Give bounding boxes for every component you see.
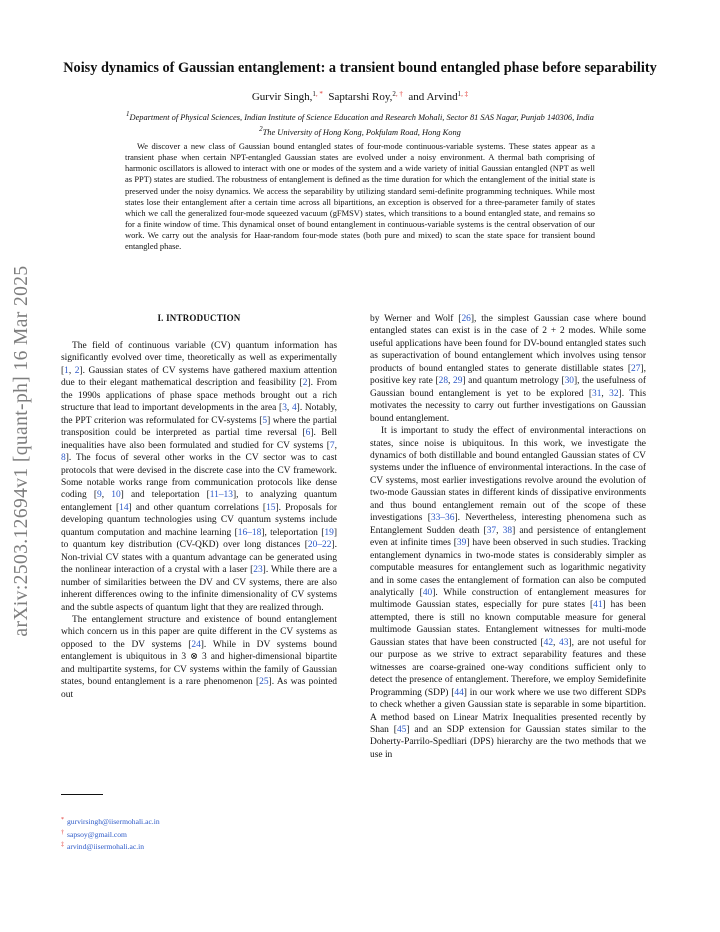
paragraph-text: ], the usefulness of Gaussian bound entanglement is yet to be explored [	[370, 376, 647, 399]
footnote-3-mark: ‡	[61, 842, 64, 849]
paragraph-text: ] and other quantum correlations [	[128, 502, 267, 513]
citation-link[interactable]: 44	[454, 687, 464, 698]
affiliations	[40, 109, 680, 138]
citation-link[interactable]: 14	[119, 502, 129, 513]
citation-link[interactable]: 3	[282, 403, 287, 414]
paragraph-text: ,	[334, 440, 337, 451]
body-paragraph	[61, 340, 337, 614]
body-paragraph	[370, 313, 646, 425]
body-paragraph	[370, 425, 646, 761]
affiliation-1-num: 1	[126, 110, 130, 118]
paragraph-text: ], the simplest Gaussian case where bound entangled states can exist is in the case of 2 + 2 modes. While some useful applications have been found for DV-bound entangled states such as superactivation of bound entanglement which involves using tensor products of bound entangled states to generate distillable states [	[370, 314, 646, 374]
footnote-1	[61, 815, 160, 828]
paragraph-text: ]. Nevertheless, interesting phenomena such as Entanglement Sudden death [	[370, 513, 646, 536]
affiliation-2-num: 2	[259, 124, 263, 133]
left-column	[61, 340, 337, 701]
paragraph-text: ], to analyzing quantum entanglement [	[61, 490, 337, 513]
paragraph-text: ] and an SDP extension for Gaussian states similar to the Doherty-Parrilo-Spedliari (DPS) hierarchy are the two methods that we use in	[370, 724, 646, 760]
affiliation-1-text: Department of Physical Sciences, Indian Institute of Science Education and Research Mohali, Sector 81 SAS Nagar, Punjab 140306, India	[129, 113, 594, 122]
citation-link[interactable]: 15	[266, 502, 276, 513]
paragraph-text: ]. Non-trivial CV states with a quantum advantage can be generated using the nonlinear interaction of a crystal with a laser [	[61, 540, 337, 576]
arxiv-identifier-stamp: arXiv:2503.12694v1 [quant-ph] 16 Mar 2025	[11, 265, 32, 637]
paragraph-text: ] and persistence of entanglement even at infinite times [	[370, 525, 646, 549]
citation-link[interactable]: 28	[438, 376, 449, 387]
citation-link[interactable]: 20–22	[307, 540, 332, 551]
paragraph-text: ]. Gaussian states of CV systems have gathered maxium attention due to their elegant mathematical description and feasibility [	[61, 365, 338, 389]
author-1-footnote-mark[interactable]: , *	[315, 90, 323, 98]
citation-link[interactable]: 1	[64, 365, 69, 376]
paragraph-text: ,	[101, 490, 112, 501]
paragraph-text: by Werner and Wolf [	[370, 314, 462, 324]
author-3-affil-num: 1	[457, 90, 462, 98]
paragraph-text: ,	[496, 525, 503, 536]
author-3-footnote-mark[interactable]: , ‡	[461, 90, 469, 98]
footnote-3-email-link[interactable]: arvind@iisermohali.ac.in	[67, 842, 145, 852]
citation-link[interactable]: 27	[631, 363, 641, 374]
footnote-3	[61, 840, 160, 853]
paragraph-text: ] has been attempted, there is still no known computable measure for general multimode Gaussian states. Entanglement witnesses for multi-mode Gaussian states that have been constructed [	[370, 600, 646, 648]
footnote-2-email-link[interactable]: sapsoy@gmail.com	[67, 829, 127, 839]
paragraph-text: ]. While in DV systems bound entanglement is ubiquitous in 3 ⊗ 3 and higher-dimensional bipartite and multipartite systems, for CV systems within the family of Gaussian states, bound entanglement is a rare phenomenon [	[61, 639, 337, 688]
citation-link[interactable]: 16–18	[237, 527, 262, 538]
footnotes	[61, 815, 160, 853]
citation-link[interactable]: 6	[305, 428, 311, 439]
paragraph-text: ]. As was pointed out	[61, 677, 337, 700]
citation-link[interactable]: 30	[564, 376, 574, 387]
author-2-affil-num: 2	[392, 90, 396, 98]
paragraph-text: ]. Proposals for developing quantum technologies using CV quantum systems include quantum computation and machine learning [	[61, 502, 337, 538]
paragraph-text: ]. Bell inequalities have also been formulated and studied for CV systems [	[61, 428, 337, 451]
abstract: We discover a new class of Gaussian bound entangled states of four-mode continuous-variable systems. These states appear as a transient phase when certain NPT-entangled Gaussian states are evolved under a noisy environment. A thermal bath comprising of harmonic oscillators is allowed to interact with one or modes of the system and a wide variety of initial Gaussian entangled (NPT as well as PPT) states are studied. The robustness of entanglement is defined as the time duration for which the entanglement of the initial state is preserved under the noisy dynamics. We access the separability by utilizing standard semi-definite programming techniques. While most states lose their entanglement after a certain time across all bipartitions, an exception is observed for a three-parameter family of states which we call the generalized four-mode squeezed vacuum (gFMSV) states, which transitions to a bound entangled state, and remains so for a finite window of time. This dynamical onset of bound entanglement in continuous-variable systems is the central observation of our work. We carry out the analysis for Haar-random four-mode states (both pure and mixed) to scan the state space for transient bound entangled phase.	[125, 141, 595, 252]
citation-link[interactable]: 9	[96, 490, 102, 501]
paragraph-text: ], teleportation [	[261, 527, 325, 538]
paragraph-text: ] to quantum key distribution (CV-QKD) over long distances [	[61, 527, 337, 551]
citation-link[interactable]: 5	[262, 415, 268, 426]
citation-link[interactable]: 33–36	[430, 513, 455, 524]
paragraph-text: ], are not useful for our purpose as we strive to extract separability features and these witnesses are coarse-grained one-way conditions sufficient only to detect the presence of entanglement. Therefore, we employ Semidefinite Programming (SDP) [	[370, 637, 647, 698]
citation-link[interactable]: 2	[302, 378, 308, 389]
author-2[interactable]: Saptarshi Roy,	[328, 91, 393, 103]
paragraph-text: ]. Notably, the PPT criterion was reformulated for CV-systems [	[61, 403, 338, 426]
author-2-footnote-mark[interactable]: , †	[395, 90, 403, 98]
paragraph-text: ], positive key rate [	[370, 363, 646, 387]
paragraph-text: ,	[286, 403, 292, 414]
affiliation-2-text: The University of Hong Kong, Pokfulam Road, Hong Kong	[262, 127, 461, 137]
citation-link[interactable]: 40	[422, 587, 433, 598]
paragraph-text: ,	[448, 376, 453, 387]
footnote-2-mark: †	[61, 829, 64, 836]
citation-link[interactable]: 10	[111, 490, 121, 501]
citation-link[interactable]: 32	[609, 388, 619, 399]
right-column	[370, 313, 646, 761]
citation-link[interactable]: 26	[461, 314, 471, 324]
citation-link[interactable]: 41	[593, 600, 603, 611]
affiliation-2	[40, 124, 680, 139]
paragraph-text: ,	[553, 637, 560, 648]
citation-link[interactable]: 19	[324, 527, 334, 538]
author-separator: and	[408, 91, 425, 103]
body-paragraph	[61, 614, 337, 701]
citation-link[interactable]: 2	[74, 365, 80, 376]
footnote-2	[61, 828, 160, 841]
citation-link[interactable]: 24	[191, 639, 201, 650]
paragraph-text: ]. While there are a number of similarities between the DV and CV systems, there are also inherent differences owing to the infinite dimensionality of CV systems and the subtle aspects of quantum light that they are realized through.	[61, 565, 337, 613]
paragraph-text: ] and teleportation [	[120, 490, 210, 501]
paragraph-text: ,	[601, 388, 610, 399]
citation-link[interactable]: 4	[291, 403, 297, 414]
paragraph-text: The entanglement structure and existence of bound entanglement which concern us in this paper are quite different in the CV systems as opposed to the DV systems [	[61, 614, 337, 650]
citation-link[interactable]: 25	[259, 677, 269, 688]
footnote-divider	[61, 794, 103, 795]
paper-title: Noisy dynamics of Gaussian entanglement: a transient bound entangled phase before separability	[63, 60, 657, 76]
footnote-1-mark: *	[61, 817, 64, 823]
citation-link[interactable]: 38	[502, 525, 513, 536]
citation-link[interactable]: 7	[329, 440, 335, 451]
citation-link[interactable]: 43	[559, 637, 569, 648]
affiliation-1	[40, 109, 680, 124]
citation-link[interactable]: 42	[543, 637, 554, 648]
paragraph-text: ] where the partial transposition could be interpreted as partial time reversal [	[61, 415, 337, 439]
paragraph-text: ] have been observed in such studies. Tracking entanglement dynamics in two-mode states is considerably simpler as computable measures for entanglement such as logarithmic negativity and in some cases the entanglement of formation can also be computed analytically [	[370, 538, 646, 598]
paragraph-text: ]. The focus of several other works in the CV sector was to cast protocols that were devised in the discrete case into the CV framework. Some notable works range from communication protocols like dense coding [	[61, 453, 337, 501]
citation-link[interactable]: 8	[61, 453, 66, 464]
citation-link[interactable]: 37	[486, 525, 497, 536]
paragraph-text: ] in our work where we use two different SDPs to check whether a given Gaussian state is separable in some bipartition. A method based on Linear Matrix Inequalities presented recently by Shan [	[370, 687, 646, 735]
author-1-affil-num: 1	[312, 90, 316, 98]
author-3[interactable]: Arvind	[426, 91, 458, 103]
paragraph-text: ]. From the 1990s applications of phase space methods brought out a rich structure that lead to important developments in the area [	[61, 378, 337, 414]
footnote-1-email-link[interactable]: gurvirsingh@iisermohali.ac.in	[67, 817, 160, 826]
section-heading-introduction: I. INTRODUCTION	[157, 313, 241, 323]
citation-link[interactable]: 31	[591, 388, 602, 399]
paragraph-text: It is important to study the effect of environmental interactions on states, since noise is ubiquitous. In this work, we investigate the dynamics of both distillable and bound entangled Gaussian states of CV systems under the influence of environmental interactions. In the case of CV systems, most earlier investigations revolve around the evolution of two-mode Gaussian states in different kinds of dissipative environments and thus bound entanglement remain out of the scope of these investigations [	[370, 426, 646, 524]
author-1[interactable]: Gurvir Singh,	[251, 91, 313, 103]
paragraph-text: The field of continuous variable (CV) quantum information has significantly evolved over time, theoretically as well as experimentally [	[61, 341, 337, 376]
citation-link[interactable]: 11–13	[209, 490, 233, 501]
citation-link[interactable]: 45	[396, 724, 407, 735]
paragraph-text: ] and quantum metrology [	[462, 376, 565, 387]
citation-link[interactable]: 23	[253, 565, 263, 576]
paragraph-text: ]. This motivates the necessity to carry out further investigations on Gaussian bound entanglement.	[370, 388, 646, 424]
citation-link[interactable]: 29	[453, 376, 463, 387]
paragraph-text: ]. While construction of entanglement measures for multimode Gaussian states, especially for pure states [	[370, 587, 646, 611]
paragraph-text: ,	[68, 365, 75, 376]
author-list	[40, 90, 680, 103]
citation-link[interactable]: 39	[456, 538, 467, 549]
